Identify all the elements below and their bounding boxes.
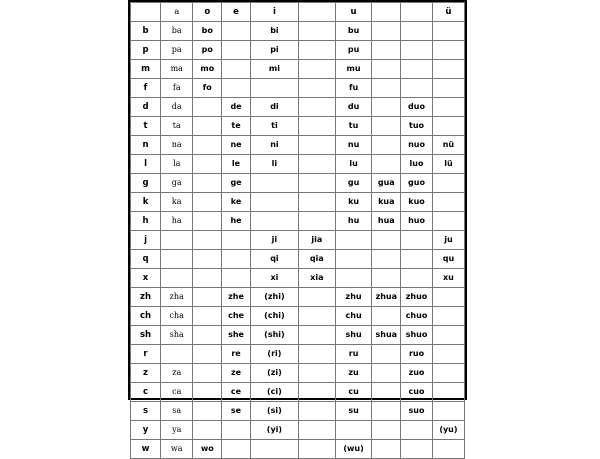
syllable-cell: [250, 440, 298, 459]
syllable-cell: [372, 22, 401, 41]
syllable-cell: qia: [298, 250, 335, 269]
syllable-cell: di: [250, 98, 298, 117]
syllable-cell: [372, 345, 401, 364]
syllable-cell: pa: [161, 41, 193, 60]
syllable-cell: [250, 174, 298, 193]
table-row: [131, 421, 465, 440]
syllable-cell: [372, 421, 401, 440]
syllable-cell: [372, 60, 401, 79]
syllable-cell: mo: [193, 60, 222, 79]
table-row: [131, 250, 465, 269]
header-row: [131, 3, 465, 22]
syllable-cell: bi: [250, 22, 298, 41]
final-header-cell: u: [335, 3, 372, 22]
syllable-cell: (ci): [250, 383, 298, 402]
syllable-cell: jia: [298, 231, 335, 250]
syllable-cell: te: [222, 117, 251, 136]
syllable-cell: shu: [335, 326, 372, 345]
syllable-cell: ke: [222, 193, 251, 212]
syllable-cell: [298, 440, 335, 459]
syllable-cell: ka: [161, 193, 193, 212]
syllable-cell: za: [161, 364, 193, 383]
syllable-cell: tu: [335, 117, 372, 136]
final-header-cell: [298, 3, 335, 22]
syllable-cell: [298, 345, 335, 364]
syllable-cell: po: [193, 41, 222, 60]
syllable-cell: [372, 250, 401, 269]
syllable-cell: [193, 288, 222, 307]
syllable-cell: sha: [161, 326, 193, 345]
syllable-cell: [193, 117, 222, 136]
initial-cell: l: [131, 155, 161, 174]
syllable-cell: [193, 193, 222, 212]
syllable-cell: [161, 345, 193, 364]
syllable-cell: chuo: [401, 307, 433, 326]
syllable-cell: nü: [432, 136, 464, 155]
syllable-cell: [250, 212, 298, 231]
initial-cell: r: [131, 345, 161, 364]
syllable-cell: la: [161, 155, 193, 174]
table-body: [131, 3, 465, 459]
syllable-cell: [193, 364, 222, 383]
syllable-cell: re: [222, 345, 251, 364]
syllable-cell: [432, 440, 464, 459]
syllable-cell: [298, 288, 335, 307]
syllable-cell: gua: [372, 174, 401, 193]
table-row: [131, 79, 465, 98]
syllable-cell: [298, 193, 335, 212]
syllable-cell: ga: [161, 174, 193, 193]
syllable-cell: [432, 60, 464, 79]
syllable-cell: gu: [335, 174, 372, 193]
table-row: [131, 22, 465, 41]
syllable-cell: [298, 117, 335, 136]
syllable-cell: ce: [222, 383, 251, 402]
table-row: [131, 383, 465, 402]
syllable-cell: [298, 79, 335, 98]
syllable-cell: [401, 79, 433, 98]
syllable-cell: [298, 383, 335, 402]
syllable-cell: [298, 155, 335, 174]
syllable-cell: li: [250, 155, 298, 174]
syllable-cell: (yu): [432, 421, 464, 440]
initial-cell: c: [131, 383, 161, 402]
initial-cell: w: [131, 440, 161, 459]
syllable-cell: kuo: [401, 193, 433, 212]
syllable-cell: [193, 212, 222, 231]
syllable-cell: suo: [401, 402, 433, 421]
table-row: [131, 440, 465, 459]
syllable-cell: [401, 440, 433, 459]
syllable-cell: [432, 307, 464, 326]
table-row: [131, 174, 465, 193]
syllable-cell: [298, 212, 335, 231]
syllable-cell: [193, 231, 222, 250]
syllable-cell: du: [335, 98, 372, 117]
syllable-cell: [401, 60, 433, 79]
syllable-cell: [161, 231, 193, 250]
syllable-cell: [372, 155, 401, 174]
syllable-cell: [372, 117, 401, 136]
syllable-cell: [432, 98, 464, 117]
syllable-cell: zu: [335, 364, 372, 383]
syllable-cell: [193, 136, 222, 155]
final-header-cell: a: [161, 3, 193, 22]
syllable-cell: [298, 402, 335, 421]
initial-cell: k: [131, 193, 161, 212]
syllable-cell: se: [222, 402, 251, 421]
syllable-cell: [298, 326, 335, 345]
syllable-cell: lu: [335, 155, 372, 174]
syllable-cell: hu: [335, 212, 372, 231]
initial-cell: j: [131, 231, 161, 250]
syllable-cell: [193, 155, 222, 174]
syllable-cell: [401, 421, 433, 440]
syllable-cell: qu: [432, 250, 464, 269]
syllable-cell: [193, 345, 222, 364]
syllable-cell: [335, 269, 372, 288]
syllable-cell: kua: [372, 193, 401, 212]
table-row: [131, 212, 465, 231]
syllable-cell: ti: [250, 117, 298, 136]
syllable-cell: xu: [432, 269, 464, 288]
syllable-cell: [335, 250, 372, 269]
syllable-cell: [372, 364, 401, 383]
final-header-cell: ü: [432, 3, 464, 22]
syllable-cell: (wu): [335, 440, 372, 459]
syllable-cell: [250, 193, 298, 212]
final-header-cell: [401, 3, 433, 22]
syllable-cell: [298, 307, 335, 326]
syllable-cell: [193, 307, 222, 326]
syllable-cell: xi: [250, 269, 298, 288]
final-header-cell: e: [222, 3, 251, 22]
syllable-cell: [401, 231, 433, 250]
initial-cell: g: [131, 174, 161, 193]
syllable-cell: [222, 60, 251, 79]
syllable-cell: [372, 402, 401, 421]
syllable-cell: wa: [161, 440, 193, 459]
syllable-cell: ji: [250, 231, 298, 250]
syllable-cell: fu: [335, 79, 372, 98]
syllable-cell: [250, 79, 298, 98]
syllable-cell: ba: [161, 22, 193, 41]
syllable-cell: [372, 41, 401, 60]
initial-cell: f: [131, 79, 161, 98]
syllable-cell: tuo: [401, 117, 433, 136]
table-row: [131, 402, 465, 421]
syllable-cell: [372, 307, 401, 326]
syllable-cell: nuo: [401, 136, 433, 155]
syllable-cell: [432, 345, 464, 364]
syllable-cell: [432, 174, 464, 193]
syllable-cell: (zhi): [250, 288, 298, 307]
syllable-cell: ku: [335, 193, 372, 212]
syllable-cell: cu: [335, 383, 372, 402]
syllable-cell: he: [222, 212, 251, 231]
syllable-cell: [298, 60, 335, 79]
syllable-cell: (chi): [250, 307, 298, 326]
initial-cell: ch: [131, 307, 161, 326]
syllable-cell: she: [222, 326, 251, 345]
syllable-cell: duo: [401, 98, 433, 117]
syllable-cell: zhua: [372, 288, 401, 307]
syllable-cell: ta: [161, 117, 193, 136]
syllable-cell: [298, 98, 335, 117]
syllable-cell: [222, 421, 251, 440]
syllable-cell: [161, 269, 193, 288]
syllable-cell: fo: [193, 79, 222, 98]
syllable-cell: shua: [372, 326, 401, 345]
syllable-cell: [222, 231, 251, 250]
initial-cell: x: [131, 269, 161, 288]
syllable-cell: ha: [161, 212, 193, 231]
initial-cell: z: [131, 364, 161, 383]
syllable-cell: (shi): [250, 326, 298, 345]
syllable-cell: [432, 288, 464, 307]
initial-cell: q: [131, 250, 161, 269]
syllable-cell: shuo: [401, 326, 433, 345]
syllable-cell: (ri): [250, 345, 298, 364]
syllable-cell: [372, 269, 401, 288]
syllable-cell: [222, 79, 251, 98]
syllable-cell: [401, 269, 433, 288]
syllable-cell: [222, 41, 251, 60]
syllable-cell: xia: [298, 269, 335, 288]
initial-cell: s: [131, 402, 161, 421]
pinyin-chart: [128, 0, 467, 454]
table-row: [131, 98, 465, 117]
syllable-cell: [432, 364, 464, 383]
syllable-cell: le: [222, 155, 251, 174]
syllable-cell: (yi): [250, 421, 298, 440]
table-row: [131, 136, 465, 155]
syllable-cell: [193, 98, 222, 117]
corner-cell: [131, 3, 161, 22]
syllable-cell: [193, 326, 222, 345]
syllable-cell: zhe: [222, 288, 251, 307]
syllable-cell: [298, 41, 335, 60]
syllable-cell: [432, 402, 464, 421]
initial-cell: n: [131, 136, 161, 155]
table-row: [131, 193, 465, 212]
syllable-cell: bo: [193, 22, 222, 41]
table-row: [131, 364, 465, 383]
syllable-cell: su: [335, 402, 372, 421]
syllable-cell: ju: [432, 231, 464, 250]
syllable-cell: zha: [161, 288, 193, 307]
syllable-cell: [193, 383, 222, 402]
initial-cell: sh: [131, 326, 161, 345]
final-header-cell: i: [250, 3, 298, 22]
syllable-cell: pi: [250, 41, 298, 60]
syllable-cell: ma: [161, 60, 193, 79]
syllable-cell: cha: [161, 307, 193, 326]
syllable-cell: [222, 250, 251, 269]
syllable-cell: [372, 136, 401, 155]
syllable-cell: [335, 421, 372, 440]
syllable-cell: [298, 22, 335, 41]
syllable-cell: [222, 269, 251, 288]
syllable-cell: [432, 117, 464, 136]
syllable-cell: [161, 250, 193, 269]
syllable-cell: sa: [161, 402, 193, 421]
syllable-cell: [401, 250, 433, 269]
syllable-cell: [372, 231, 401, 250]
syllable-cell: qi: [250, 250, 298, 269]
syllable-cell: [222, 440, 251, 459]
syllable-cell: [432, 41, 464, 60]
pinyin-table: [130, 2, 465, 459]
syllable-cell: fa: [161, 79, 193, 98]
syllable-cell: ni: [250, 136, 298, 155]
syllable-cell: (si): [250, 402, 298, 421]
table-row: [131, 117, 465, 136]
syllable-cell: [335, 231, 372, 250]
syllable-cell: zuo: [401, 364, 433, 383]
table-row: [131, 345, 465, 364]
syllable-cell: ge: [222, 174, 251, 193]
syllable-cell: zhuo: [401, 288, 433, 307]
syllable-cell: pu: [335, 41, 372, 60]
initial-cell: b: [131, 22, 161, 41]
syllable-cell: [372, 383, 401, 402]
initial-cell: p: [131, 41, 161, 60]
initial-cell: h: [131, 212, 161, 231]
table-row: [131, 269, 465, 288]
syllable-cell: [432, 22, 464, 41]
syllable-cell: lü: [432, 155, 464, 174]
syllable-cell: [432, 383, 464, 402]
syllable-cell: ruo: [401, 345, 433, 364]
initial-cell: y: [131, 421, 161, 440]
syllable-cell: ya: [161, 421, 193, 440]
syllable-cell: [298, 174, 335, 193]
syllable-cell: huo: [401, 212, 433, 231]
syllable-cell: [401, 41, 433, 60]
syllable-cell: [298, 136, 335, 155]
syllable-cell: [372, 98, 401, 117]
table-row: [131, 60, 465, 79]
initial-cell: m: [131, 60, 161, 79]
syllable-cell: luo: [401, 155, 433, 174]
syllable-cell: ze: [222, 364, 251, 383]
syllable-cell: ca: [161, 383, 193, 402]
syllable-cell: wo: [193, 440, 222, 459]
syllable-cell: [432, 212, 464, 231]
table-row: [131, 231, 465, 250]
table-row: [131, 288, 465, 307]
table-row: [131, 326, 465, 345]
syllable-cell: [298, 421, 335, 440]
syllable-cell: [372, 79, 401, 98]
syllable-cell: da: [161, 98, 193, 117]
syllable-cell: [432, 193, 464, 212]
syllable-cell: [401, 22, 433, 41]
initial-cell: zh: [131, 288, 161, 307]
final-header-cell: o: [193, 3, 222, 22]
table-row: [131, 41, 465, 60]
syllable-cell: [193, 421, 222, 440]
syllable-cell: nu: [335, 136, 372, 155]
syllable-cell: de: [222, 98, 251, 117]
table-row: [131, 155, 465, 174]
syllable-cell: [193, 174, 222, 193]
syllable-cell: cuo: [401, 383, 433, 402]
syllable-cell: [193, 269, 222, 288]
syllable-cell: guo: [401, 174, 433, 193]
syllable-cell: hua: [372, 212, 401, 231]
syllable-cell: chu: [335, 307, 372, 326]
syllable-cell: [193, 250, 222, 269]
syllable-cell: che: [222, 307, 251, 326]
final-header-cell: [372, 3, 401, 22]
syllable-cell: [432, 79, 464, 98]
initial-cell: d: [131, 98, 161, 117]
syllable-cell: ru: [335, 345, 372, 364]
syllable-cell: na: [161, 136, 193, 155]
syllable-cell: mu: [335, 60, 372, 79]
syllable-cell: [432, 326, 464, 345]
syllable-cell: mi: [250, 60, 298, 79]
syllable-cell: [222, 22, 251, 41]
table-row: [131, 307, 465, 326]
syllable-cell: [298, 364, 335, 383]
syllable-cell: [193, 402, 222, 421]
initial-cell: t: [131, 117, 161, 136]
syllable-cell: [372, 440, 401, 459]
syllable-cell: bu: [335, 22, 372, 41]
syllable-cell: ne: [222, 136, 251, 155]
syllable-cell: (zi): [250, 364, 298, 383]
syllable-cell: zhu: [335, 288, 372, 307]
